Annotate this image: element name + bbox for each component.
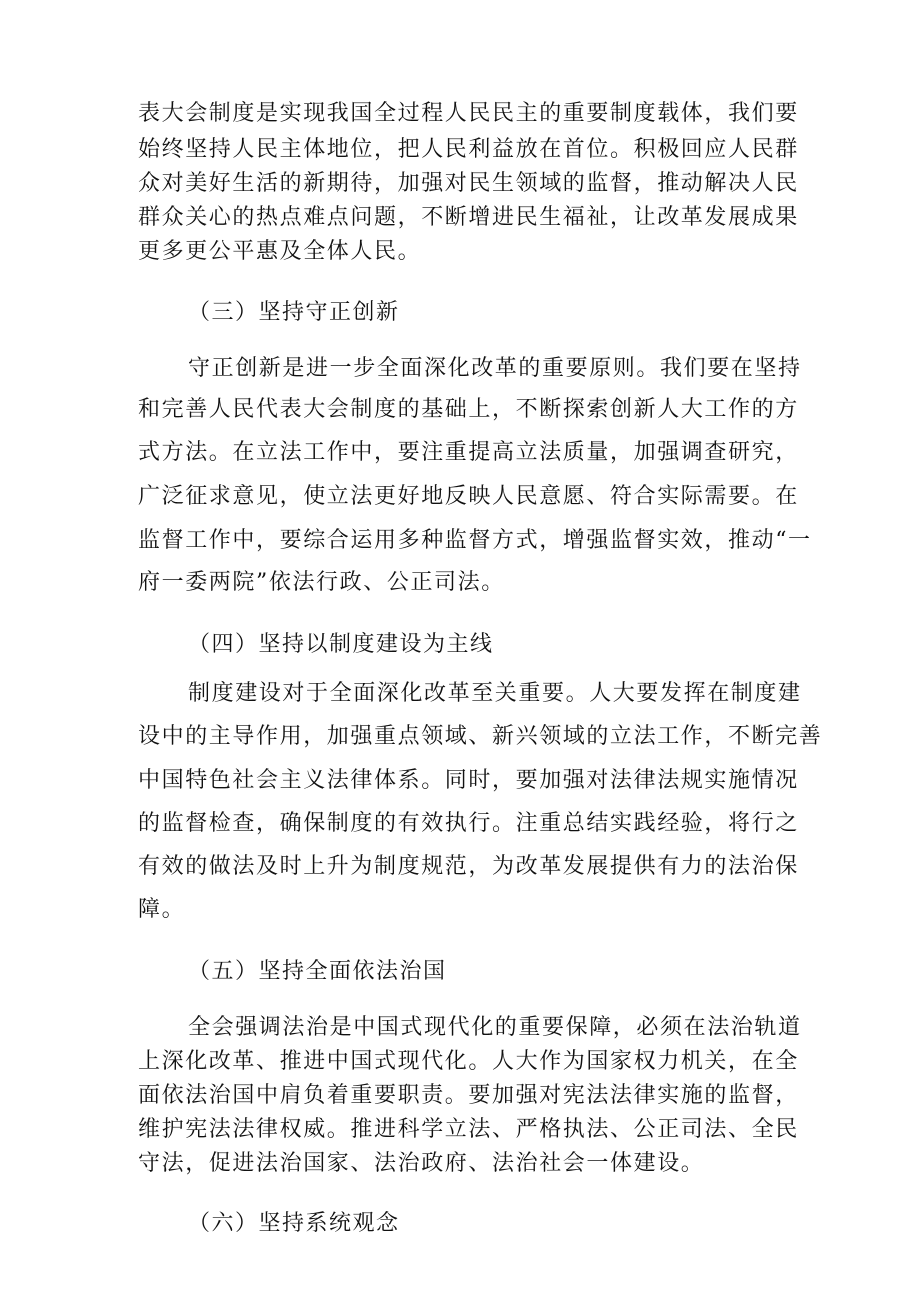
- body-text-line: 面依法治国中肩负着重要职责。要加强对宪法法律实施的监督，: [138, 1083, 799, 1108]
- body-text-line: 众对美好生活的新期待，加强对民生领域的监督，推动解决人民: [138, 171, 799, 196]
- body-text-line: 维护宪法法律权威。推进科学立法、严格执法、公正司法、全民: [138, 1117, 799, 1142]
- body-text-line: 守法，促进法治国家、法治政府、法治社会一体建设。: [138, 1151, 705, 1176]
- body-text-line: 始终坚持人民主体地位，把人民利益放在首位。积极回应人民群: [138, 137, 799, 162]
- body-text-line: 监督工作中，要综合运用多种监督方式，增强监督实效，推动“一: [138, 528, 812, 553]
- section-heading-5: （五）坚持全面依法治国: [188, 959, 447, 984]
- body-text-line: 守正创新是进一步全面深化改革的重要原则。我们要在坚持: [188, 356, 802, 381]
- body-text-line: 全会强调法治是中国式现代化的重要保障，必须在法治轨道: [188, 1015, 802, 1040]
- body-text-line: 广泛征求意见，使立法更好地反映人民意愿、符合实际需要。在: [138, 484, 799, 509]
- body-text-line: 表大会制度是实现我国全过程人民民主的重要制度载体，我们要: [138, 101, 799, 126]
- body-text-line: 的监督检查，确保制度的有效执行。注重总结实践经验，将行之: [138, 811, 799, 836]
- body-text-line: 和完善人民代表大会制度的基础上，不断探索创新人大工作的方: [138, 397, 799, 422]
- body-text-line: 中国特色社会主义法律体系。同时，要加强对法律法规实施情况: [138, 768, 799, 793]
- section-heading-6: （六）坚持系统观念: [188, 1211, 400, 1236]
- section-heading-4: （四）坚持以制度建设为主线: [188, 632, 494, 657]
- body-text-line: 障。: [138, 897, 186, 922]
- body-text-line: 上深化改革、推进中国式现代化。人大作为国家权力机关，在全: [138, 1049, 799, 1074]
- body-text-line: 式方法。在立法工作中，要注重提高立法质量，加强调查研究，: [138, 440, 799, 465]
- section-heading-3: （三）坚持守正创新: [188, 300, 400, 325]
- body-text-line: 群众关心的热点难点问题，不断增进民生福祉，让改革发展成果: [138, 205, 799, 230]
- body-text-line: 有效的做法及时上升为制度规范，为改革发展提供有力的法治保: [138, 854, 799, 879]
- body-text-line: 设中的主导作用，加强重点领域、新兴领域的立法工作，不断完善: [138, 724, 823, 749]
- body-text-line: 制度建设对于全面深化改革至关重要。人大要发挥在制度建: [188, 681, 802, 706]
- body-text-line: 更多更公平惠及全体人民。: [138, 239, 422, 264]
- body-text-line: 府一委两院”依法行政、公正司法。: [138, 570, 505, 595]
